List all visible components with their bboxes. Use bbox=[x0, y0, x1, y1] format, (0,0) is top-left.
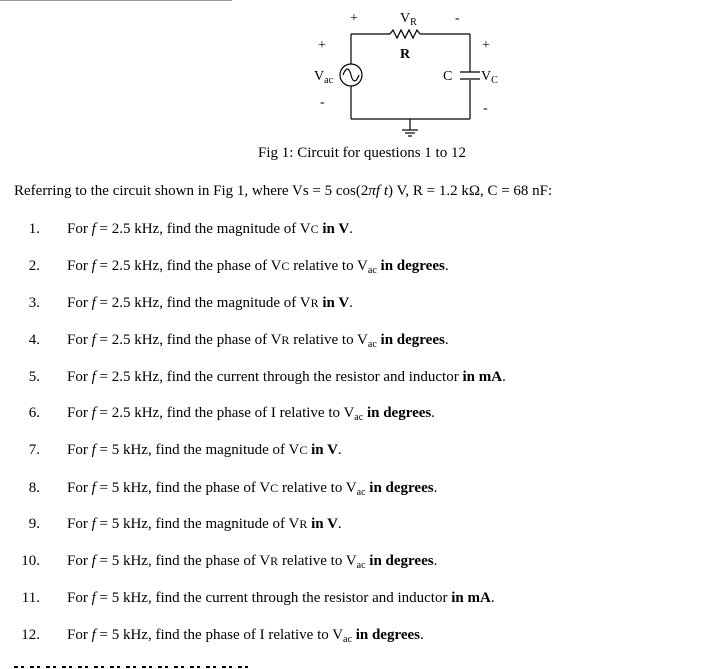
question-number: 3. bbox=[28, 295, 40, 311]
resistor-label: R bbox=[400, 47, 411, 62]
vac-label: $V_{ac}$ bbox=[314, 69, 334, 86]
vac-plus-label: + bbox=[318, 38, 326, 53]
vr-plus-label: + bbox=[350, 11, 358, 26]
question-number: 6. bbox=[28, 405, 40, 421]
resistor-symbol bbox=[390, 30, 420, 38]
vc-label: $V_C$ bbox=[481, 69, 498, 86]
question-text: For f = 2.5 kHz, find the current through the resistor and inductor in mA. bbox=[67, 369, 506, 385]
question-text: For f = 2.5 kHz, find the phase of VR relative to $V_{ac}$ in degrees. bbox=[67, 332, 449, 350]
vc-plus-label: + bbox=[482, 38, 490, 53]
question-text: For f = 5 kHz, find the phase of VR relative to $V_{ac}$ in degrees. bbox=[67, 553, 438, 571]
question-number: 7. bbox=[28, 442, 40, 458]
vac-minus-label: - bbox=[320, 95, 325, 110]
cut-off-text-line bbox=[14, 661, 254, 669]
figure-caption: Fig 1: Circuit for questions 1 to 12 bbox=[258, 145, 466, 161]
vr-minus-label: - bbox=[455, 11, 460, 26]
question-text: For f = 5 kHz, find the phase of VC relative to $V_{ac}$ in degrees. bbox=[67, 480, 438, 498]
question-number: 1. bbox=[28, 221, 40, 237]
capacitor-label: C bbox=[443, 69, 453, 84]
vr-label: $V_R$ bbox=[400, 11, 417, 28]
question-number: 2. bbox=[28, 258, 40, 274]
question-text: For f = 2.5 kHz, find the magnitude of VC in V. bbox=[67, 221, 353, 237]
sine-wave-icon bbox=[343, 69, 359, 81]
question-text: For f = 2.5 kHz, find the magnitude of VR in V. bbox=[67, 295, 353, 311]
question-text: For f = 5 kHz, find the current through the resistor and inductor in mA. bbox=[67, 590, 495, 606]
question-number: 4. bbox=[28, 332, 40, 348]
question-number: 11. bbox=[21, 590, 40, 606]
question-text: For f = 5 kHz, find the phase of I relative to $V_{ac}$ in degrees. bbox=[67, 627, 424, 645]
question-text: For f = 2.5 kHz, find the phase of I relative to $V_{ac}$ in degrees. bbox=[67, 405, 435, 423]
question-text: For f = 5 kHz, find the magnitude of VR in V. bbox=[67, 516, 342, 532]
question-number: 5. bbox=[28, 369, 40, 385]
question-text: For f = 2.5 kHz, find the phase of VC relative to $V_{ac}$ in degrees. bbox=[67, 258, 449, 276]
question-number: 12. bbox=[21, 627, 40, 643]
problem-intro: Referring to the circuit shown in Fig 1, where Vs = 5 cos(2πf t) V, R = 1.2 kΩ, C = 68 nF: bbox=[14, 183, 553, 199]
question-number: 10. bbox=[21, 553, 40, 569]
question-number: 8. bbox=[28, 480, 40, 496]
question-text: For f = 5 kHz, find the magnitude of VC in V. bbox=[67, 442, 342, 458]
vc-minus-label: - bbox=[483, 101, 488, 116]
question-number: 9. bbox=[28, 516, 40, 532]
circuit-diagram bbox=[0, 0, 724, 145]
